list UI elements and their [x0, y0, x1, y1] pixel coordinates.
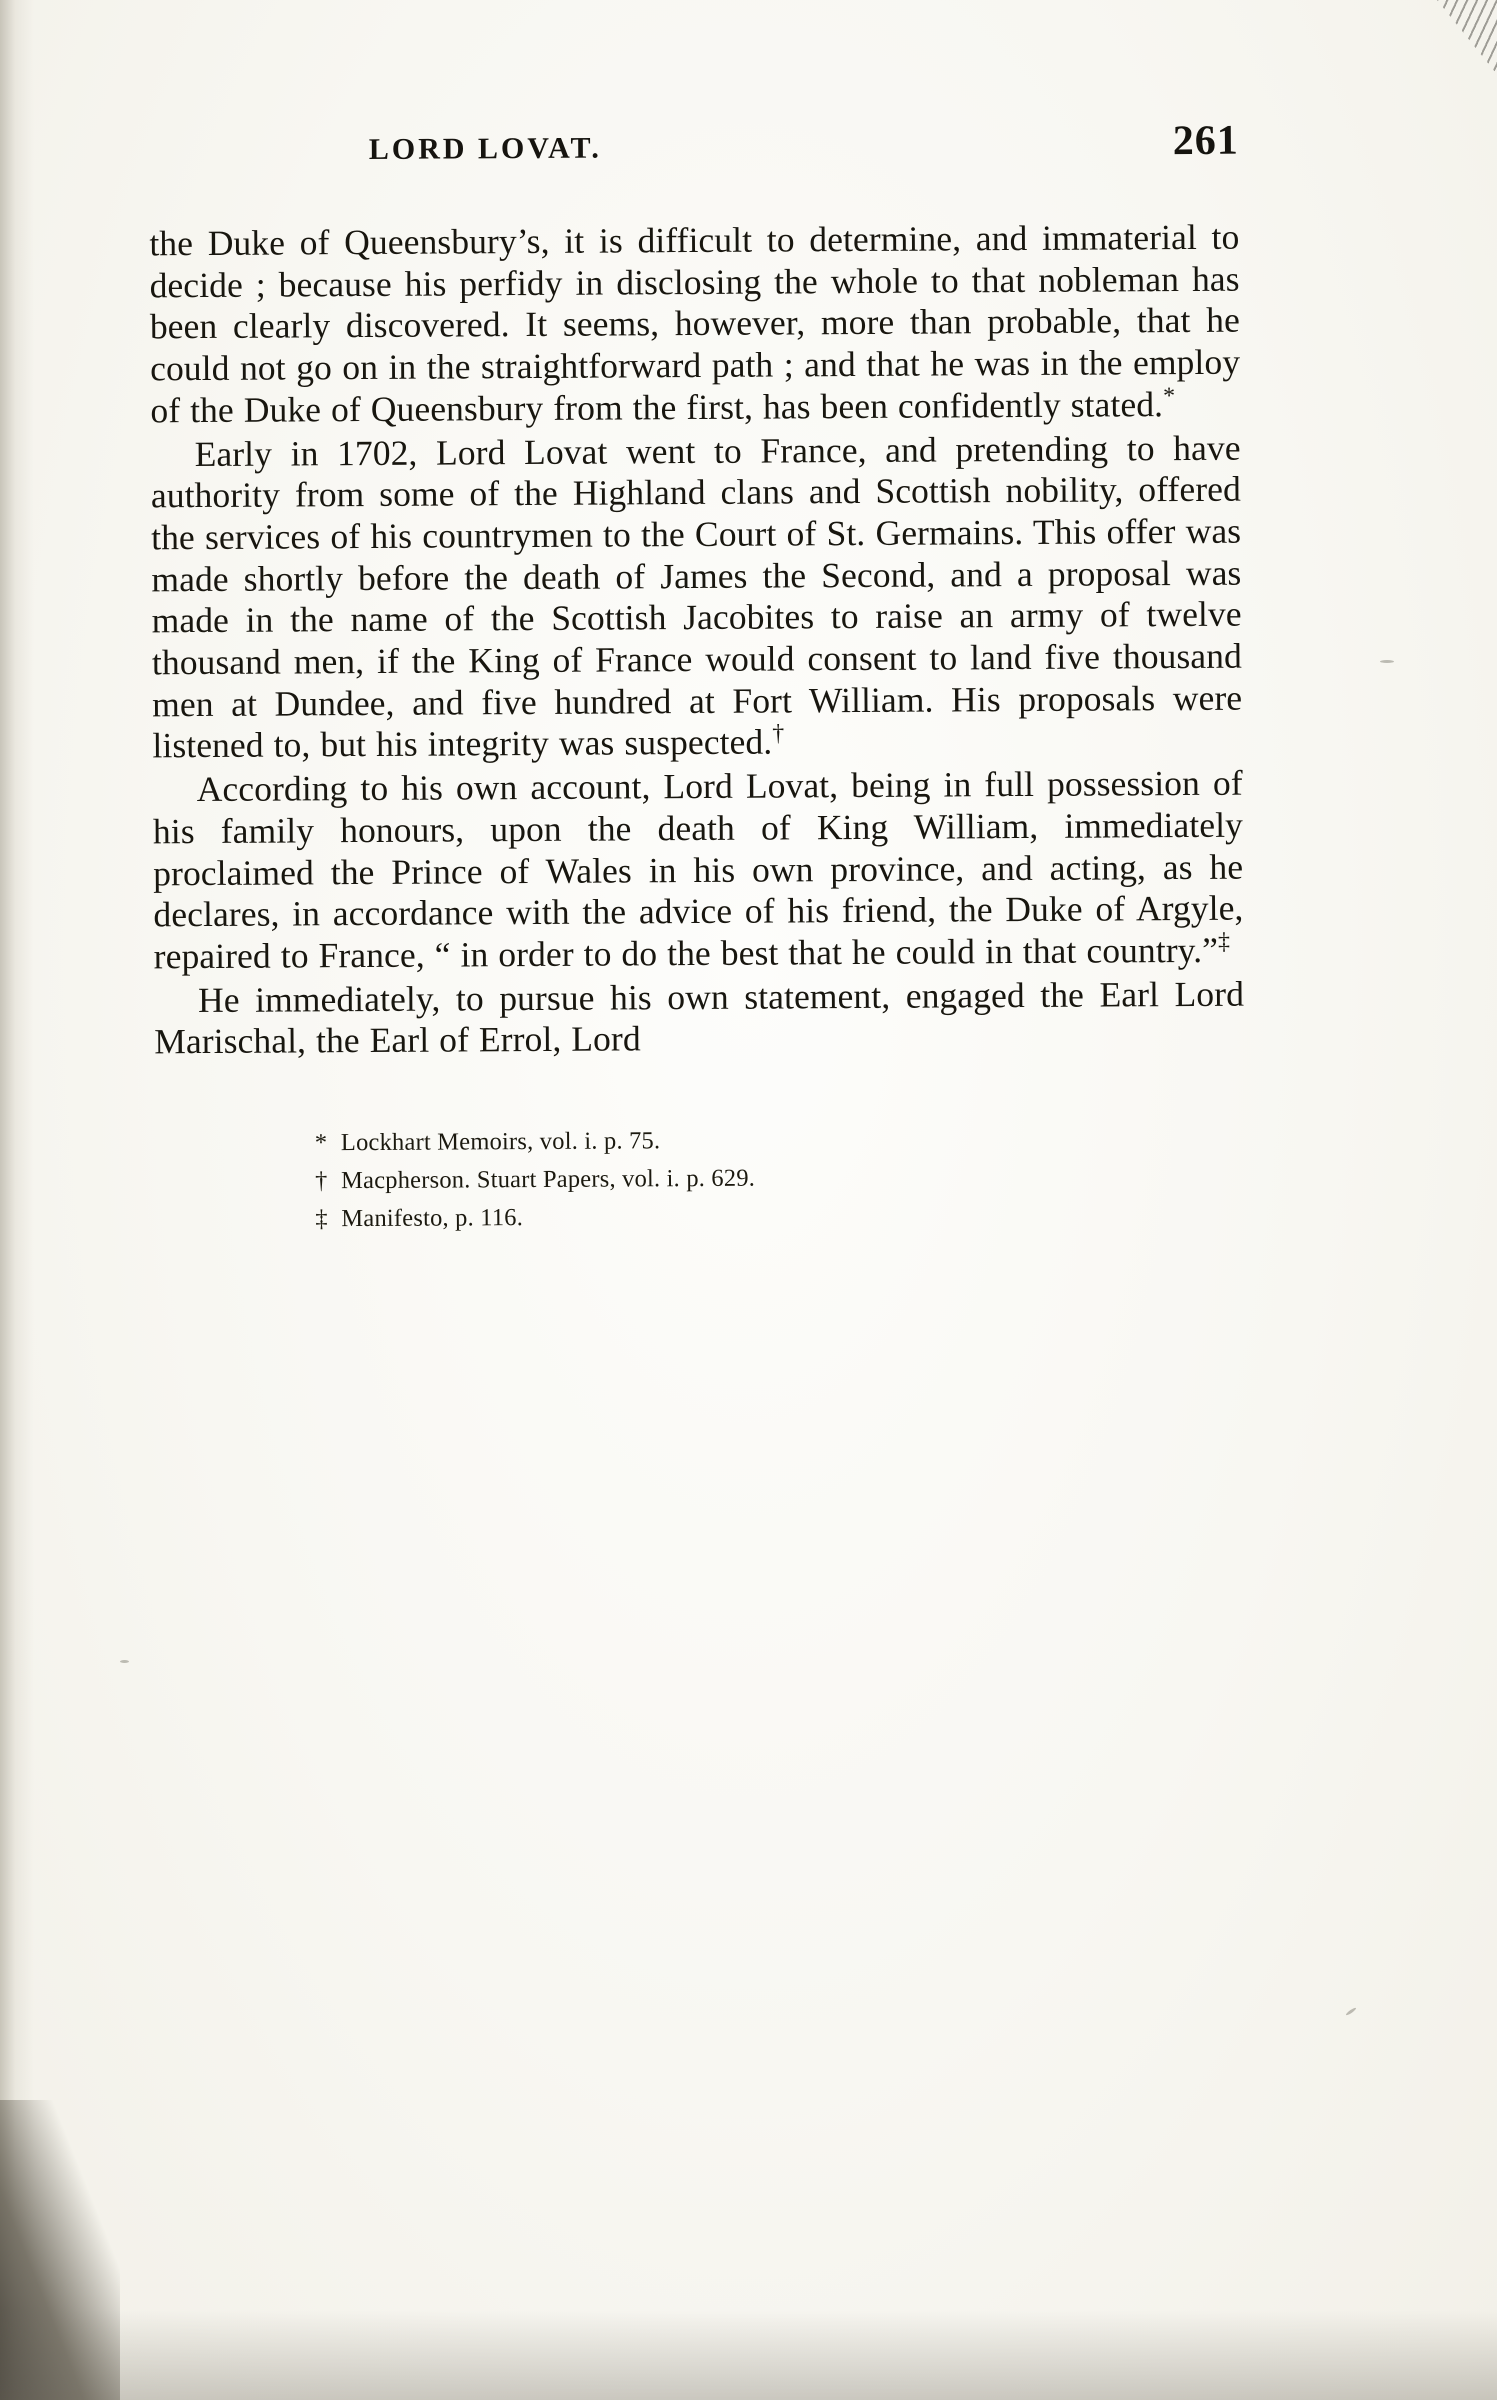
footnote-1-mark: *: [314, 1129, 328, 1157]
paragraph-1: [149, 217, 1240, 432]
page-header: [149, 117, 1239, 172]
paragraph-3-text: According to his own account, Lord Lovat, being in full possession of his family honours, upon the death of King William, immediately proclaimed the Prince of Wales in his own province, and acting, as he declares, in accordance with the advice of his friend, the Duke of Argyle, repaired to France, “ in order to do the best that he could in that country.”: [152, 762, 1244, 977]
page-bottom-shadow: [0, 2310, 1497, 2400]
footnote-3: [315, 1195, 1245, 1239]
footnote-2: [315, 1157, 1245, 1201]
footnote-ref-dagger[interactable]: †: [772, 721, 785, 748]
footnote-3-text: Manifesto, p. 116.: [341, 1204, 524, 1233]
paragraph-2-text: Early in 1702, Lord Lovat went to France, and pretending to have authority from some of the Highland clans and Scottish nobility, offered the services of his countrymen to the Court of St. Germains. This offer was made shortly before the death of James the Second, and a proposal was made in the name of the Scottish Jacobites to raise an army of twelve thousand men, if the King of France would consent to land five thousand men at Dundee, and five hundred at Fort William. His proposals were listened to, but his integrity was suspected.: [150, 427, 1243, 766]
scan-speck: [1345, 2007, 1357, 2016]
paragraph-4-text: He immediately, to pursue his own statement, engaged the Earl Lord Marischal, the Earl of Errol, Lord: [154, 973, 1245, 1062]
footnote-1: [315, 1119, 1245, 1163]
running-head: LORD LOVAT.: [368, 131, 602, 166]
page-left-edge-shadow: [0, 0, 34, 2400]
footnote-2-mark: †: [315, 1167, 328, 1195]
footnote-ref-asterisk[interactable]: *: [1162, 383, 1176, 410]
paragraph-3: [153, 763, 1244, 978]
footnote-2-text: Macpherson. Stuart Papers, vol. i. p. 629.: [341, 1164, 756, 1195]
footnotes-block: [155, 1119, 1246, 1240]
footnote-1-text: Lockhart Memoirs, vol. i. p. 75.: [340, 1127, 661, 1157]
text-column: [149, 117, 1246, 1240]
footnote-ref-double-dagger[interactable]: ‡: [1217, 928, 1231, 955]
paragraph-2: [151, 427, 1243, 767]
page-number: 261: [1172, 117, 1239, 165]
scan-speck: [1380, 660, 1394, 663]
footnote-3-mark: ‡: [315, 1205, 328, 1233]
scan-speck: [120, 1660, 129, 1663]
page-corner-tear: [1347, 0, 1497, 120]
paragraph-1-text: the Duke of Queensbury’s, it is difficult to determine, and immaterial to decide ; because his perfidy in disclosing the whole to that nobleman has been clearly discovered. It seems, however, more than probable, that he could not go on in the straightforward path ; and that he was in the employ of the Duke of Queensbury from the first, has been confidently stated.: [149, 216, 1241, 431]
paragraph-4: [154, 973, 1244, 1063]
